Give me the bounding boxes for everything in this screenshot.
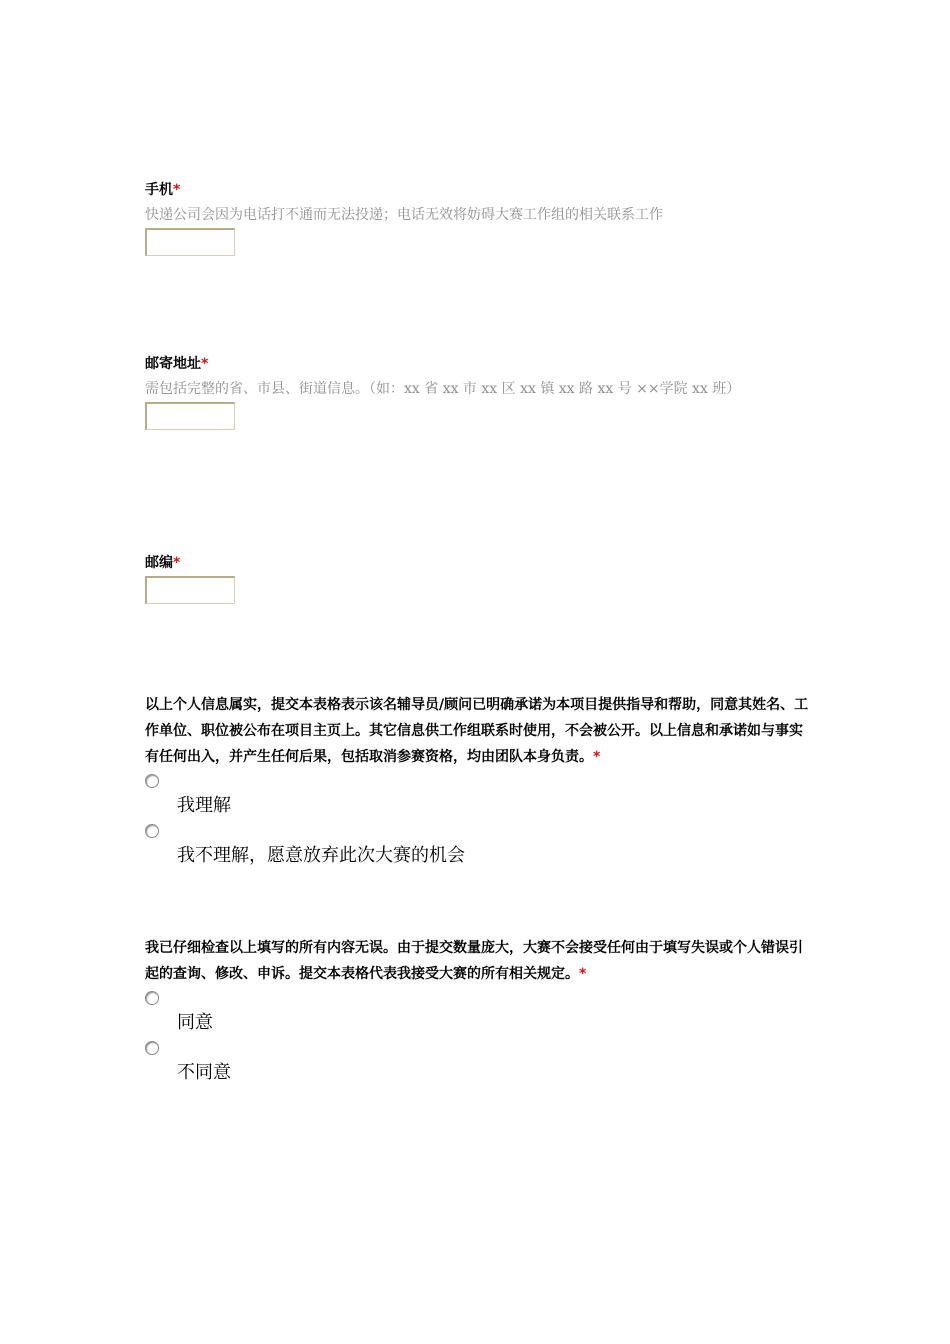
phone-label: 手机* — [145, 182, 181, 198]
phone-input[interactable] — [145, 228, 235, 256]
consent-option-not-understand[interactable] — [145, 820, 815, 870]
consent-question-group — [145, 692, 815, 870]
consent-option-understand[interactable] — [145, 770, 815, 820]
consent-question: 以上个人信息属实，提交本表格表示该名辅导员/顾问已明确承诺为本项目提供指导和帮助，同意其姓名、工作单位、职位被公布在项目主页上。其它信息供工作组联系时使用，不会被公开。以上信息和承诺如与事实有任何出入，并产生任何后果，包括取消参赛资格，均由团队本身负责。* — [145, 697, 809, 765]
confirm-question: 我已仔细检查以上填写的所有内容无误。由于提交数量庞大，大赛不会接受任何由于填写失误或个人错误引起的查询、修改、申诉。提交本表格代表我接受大赛的所有相关规定。* — [145, 940, 803, 982]
address-label: 邮寄地址* — [145, 356, 209, 372]
postcode-input[interactable] — [145, 576, 235, 604]
option-label: 我不理解，愿意放弃此次大赛的机会 — [177, 845, 465, 866]
postcode-field-group — [145, 550, 815, 604]
option-label: 我理解 — [177, 795, 231, 816]
option-label: 不同意 — [177, 1062, 231, 1083]
radio-button[interactable] — [145, 1041, 159, 1055]
required-mark: * — [579, 966, 587, 982]
address-hint: 需包括完整的省、市县、街道信息。（如：xx 省 xx 市 xx 区 xx 镇 xx 路 xx 号 ××学院 xx 班） — [145, 381, 741, 397]
phone-hint: 快递公司会因为电话打不通而无法投递；电话无效将妨碍大赛工作组的相关联系工作 — [145, 207, 663, 223]
required-mark: * — [593, 749, 601, 765]
confirm-question-group — [145, 935, 815, 1087]
address-field-group — [145, 351, 815, 430]
confirm-option-agree[interactable] — [145, 987, 815, 1037]
required-mark: * — [173, 182, 181, 198]
radio-button[interactable] — [145, 774, 159, 788]
address-input[interactable] — [145, 402, 235, 430]
phone-field-group — [145, 177, 815, 256]
radio-button[interactable] — [145, 991, 159, 1005]
required-mark: * — [173, 555, 181, 571]
option-label: 同意 — [177, 1012, 213, 1033]
required-mark: * — [201, 356, 209, 372]
postcode-label: 邮编* — [145, 555, 181, 571]
confirm-option-disagree[interactable] — [145, 1037, 815, 1087]
radio-button[interactable] — [145, 824, 159, 838]
